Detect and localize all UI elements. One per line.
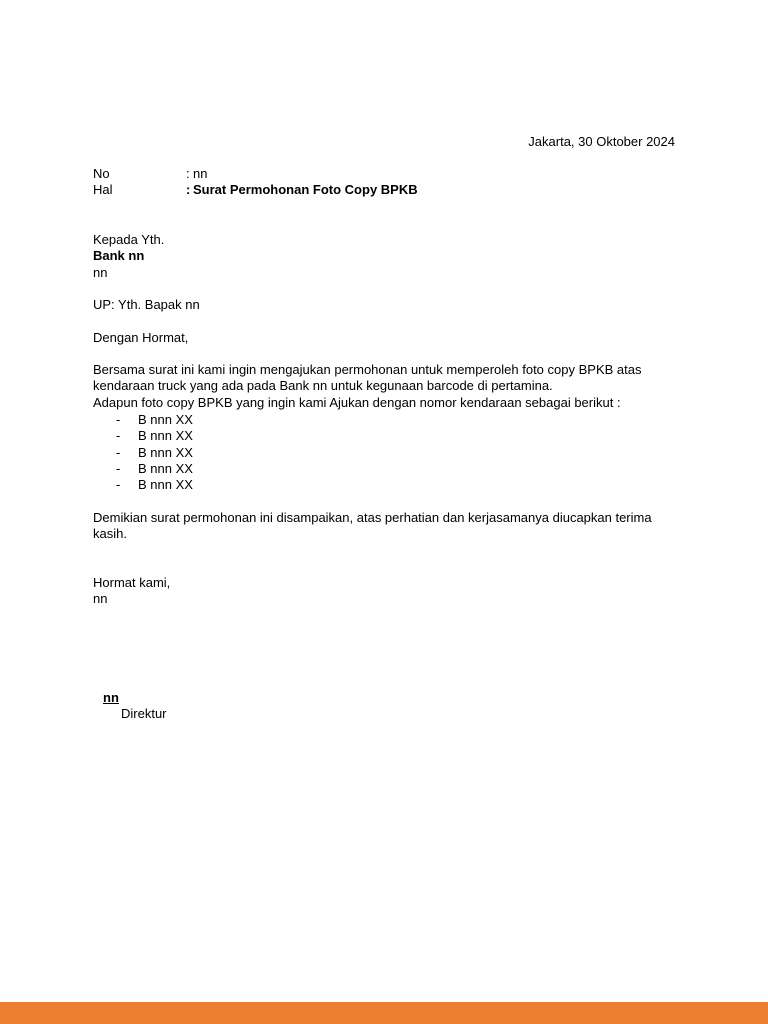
- list-item: [93, 412, 193, 428]
- list-item: [93, 445, 193, 461]
- signoff-company: nn: [93, 591, 108, 607]
- signatory-title: Direktur: [121, 706, 167, 721]
- list-dash: -: [116, 460, 121, 476]
- footer-accent-bar: [0, 1002, 768, 1024]
- closing-line-2: kasih.: [93, 526, 127, 542]
- body-line-3: Adapun foto copy BPKB yang ingin kami Ajukan dengan nomor kendaraan sebagai berikut :: [93, 394, 621, 410]
- greeting: Dengan Hormat,: [93, 330, 189, 345]
- signoff-block: [93, 575, 673, 608]
- list-dash: -: [116, 412, 121, 427]
- body-line-1: Bersama surat ini kami ingin mengajukan permohonan untuk memperoleh foto copy BPKB atas: [93, 362, 642, 377]
- list-dash: -: [116, 444, 121, 460]
- list-item: [93, 461, 193, 477]
- meta-row-hal: [93, 182, 418, 198]
- letter-meta: [93, 166, 418, 199]
- vehicle-plate: B nnn XX: [138, 444, 193, 460]
- closing-paragraph: [93, 510, 673, 543]
- body-paragraph: [93, 362, 673, 411]
- meta-hal-label: Hal: [93, 182, 113, 198]
- letter-date: Jakarta, 30 Oktober 2024: [528, 134, 675, 149]
- vehicle-plate: B nnn XX: [138, 460, 193, 476]
- list-dash: -: [116, 428, 121, 444]
- meta-no-separator: :: [186, 166, 190, 181]
- list-item: [93, 477, 193, 493]
- closing-line-1: Demikian surat permohonan ini disampaikan, atas perhatian dan kerjasamanya diucapkan terima: [93, 510, 652, 525]
- attention-line: UP: Yth. Bapak nn: [93, 297, 200, 312]
- list-item: [93, 428, 193, 444]
- recipient-block: [93, 232, 673, 281]
- meta-hal-value: Surat Permohonan Foto Copy BPKB: [193, 182, 418, 198]
- meta-hal-separator: :: [186, 182, 191, 198]
- vehicle-plate: B nnn XX: [138, 477, 193, 493]
- meta-no-value: nn: [193, 166, 208, 181]
- vehicle-plate: B nnn XX: [138, 428, 193, 444]
- recipient-address: nn: [93, 264, 108, 280]
- meta-row-no: [93, 166, 418, 182]
- signatory-name: nn: [103, 690, 119, 705]
- recipient-salutation: Kepada Yth.: [93, 232, 165, 247]
- meta-no-label: No: [93, 166, 110, 181]
- signoff-regards: Hormat kami,: [93, 575, 171, 590]
- list-dash: -: [116, 477, 121, 493]
- vehicle-plate: B nnn XX: [138, 412, 193, 427]
- recipient-bank: Bank nn: [93, 248, 145, 264]
- vehicle-list: [93, 412, 193, 493]
- body-line-2: kendaraan truck yang ada pada Bank nn untuk kegunaan barcode di pertamina.: [93, 378, 553, 394]
